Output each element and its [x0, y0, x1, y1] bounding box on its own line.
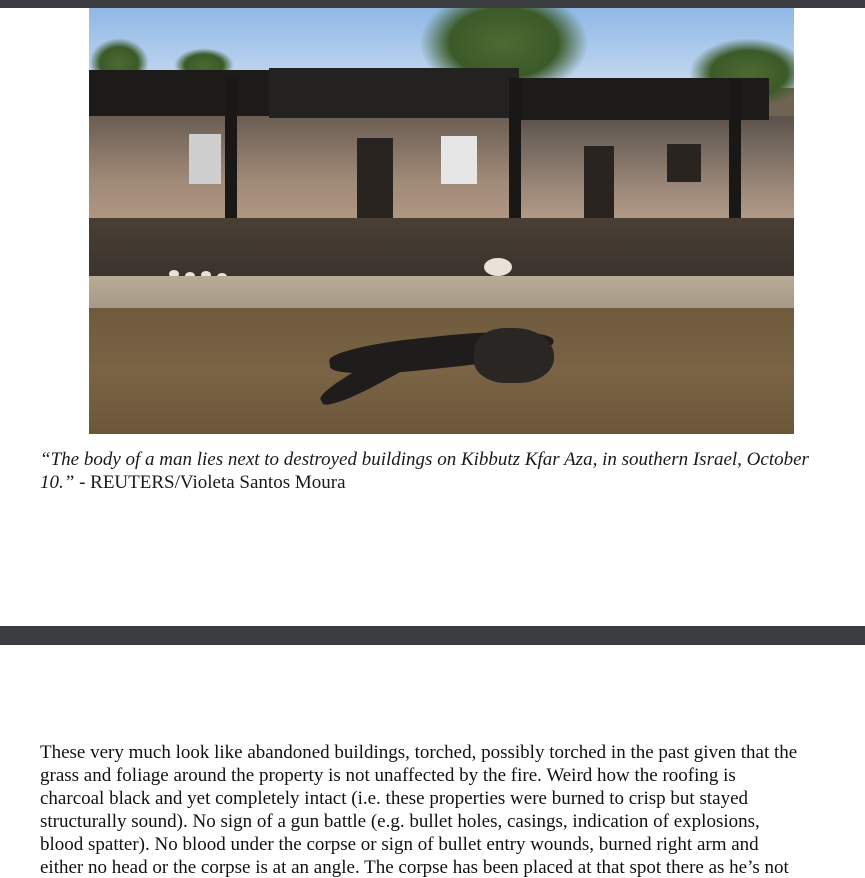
charred-pillar [225, 78, 237, 238]
window-opening [667, 144, 701, 182]
building-wall [519, 116, 794, 234]
debris-area [89, 218, 794, 278]
dry-grass [89, 308, 794, 434]
door-opening [584, 146, 614, 226]
body-paragraph [40, 741, 840, 878]
paragraph-line: These very much look like abandoned buildings, torched, possibly torched in the past given that the [40, 742, 798, 763]
window-opening [189, 134, 221, 184]
building-wall [269, 116, 519, 234]
door-opening [357, 138, 393, 224]
document-page-1 [0, 8, 865, 626]
burned-roof [269, 68, 519, 118]
paragraph-line: blood spatter). No blood under the corpse or sign of bullet entry wounds, burned right arm and [40, 834, 759, 855]
window-opening [441, 136, 477, 184]
page-separator [0, 626, 865, 645]
document-page-2 [0, 645, 865, 878]
stone [484, 258, 512, 276]
paragraph-line: structurally sound). No sign of a gun battle (e.g. bullet holes, casings, indication of explosions, [40, 811, 760, 832]
paragraph-line: grass and foliage around the property is not unaffected by the fire. Weird how the roofing is [40, 765, 736, 786]
photo-caption [40, 448, 820, 494]
viewer-top-border [0, 0, 865, 8]
figure-shape [474, 328, 554, 383]
concrete-path [89, 276, 794, 310]
charred-pillar [729, 78, 741, 238]
caption-quote: “The body of a man lies next to destroyed buildings on Kibbutz Kfar Aza, in southern Israel, October 10.” [40, 449, 809, 493]
building-wall [89, 116, 269, 234]
burned-roof [89, 70, 269, 116]
news-photo [89, 8, 794, 434]
caption-credit: - REUTERS/Violeta Santos Moura [74, 472, 346, 493]
paragraph-line: either no head or the corpse is at an angle. The corpse has been placed at that spot there as he’s not [40, 857, 789, 878]
paragraph-line: charcoal black and yet completely intact (i.e. these properties were burned to crisp but stayed [40, 788, 749, 809]
charred-pillar [509, 78, 521, 238]
